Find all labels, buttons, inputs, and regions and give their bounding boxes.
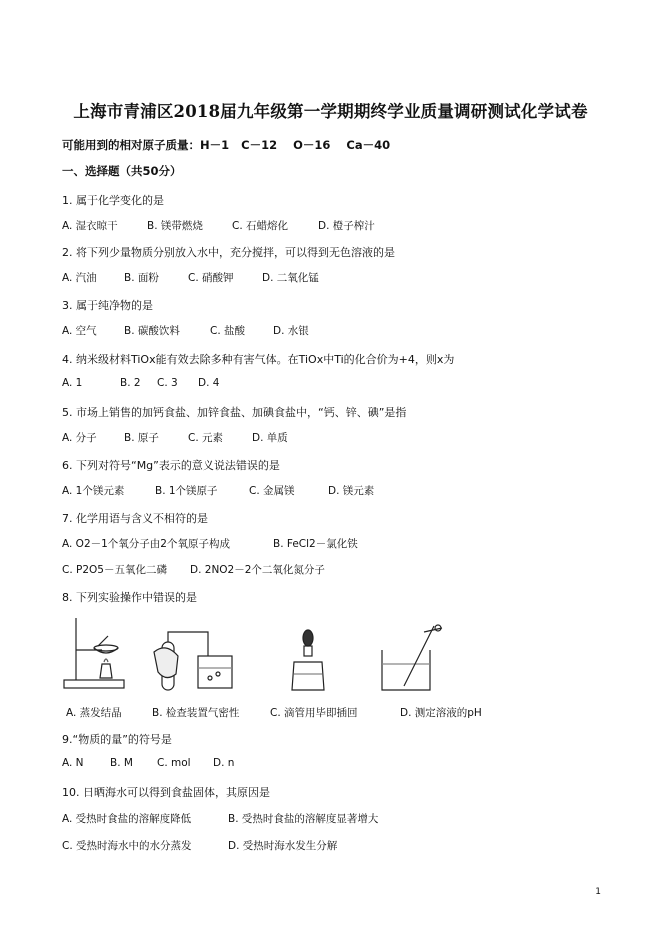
question-9: 9.“物质的量”的符号是 xyxy=(62,733,172,746)
option: C. 金属镁 xyxy=(249,485,295,497)
question-8: 8. 下列实验操作中错误的是 xyxy=(62,591,197,604)
question-2: 2. 将下列少量物质分别放入水中，充分搅拌，可以得到无色溶液的是 xyxy=(62,246,395,259)
option: A. O2－1个氧分子由2个氧原子构成 xyxy=(62,538,230,550)
exam-title: 上海市青浦区2018届九年级第一学期期终学业质量调研测试化学试卷 xyxy=(73,102,588,121)
evaporation-apparatus-icon xyxy=(64,618,124,688)
atomic-mass-line: 可能用到的相对原子质量：H－1 C－12 O－16 Ca－40 xyxy=(62,138,391,152)
option: B. 碳酸饮料 xyxy=(124,325,180,337)
question-10: 10. 日晒海水可以得到食盐固体，其原因是 xyxy=(62,786,270,799)
option: C. P2O5－五氧化二磷 xyxy=(62,564,167,576)
option: B. 检查装置气密性 xyxy=(152,707,240,719)
option: B. 面粉 xyxy=(124,272,159,284)
option: B. 原子 xyxy=(124,432,159,444)
option: A. N xyxy=(62,757,84,769)
option: D. 二氧化锰 xyxy=(262,272,319,284)
section-heading: 一、选择题（共50分） xyxy=(62,164,182,178)
lab-operations-figure xyxy=(58,612,498,698)
option: A. 蒸发结晶 xyxy=(66,707,122,719)
option: B. 1个镁原子 xyxy=(155,485,218,497)
option: C. mol xyxy=(157,757,191,769)
option: A. 1个镁元素 xyxy=(62,485,125,497)
dropper-bottle-icon xyxy=(292,630,324,690)
option: A. 湿衣晾干 xyxy=(62,220,118,232)
option: B. FeCl2－氯化铁 xyxy=(273,538,358,550)
option: D. 4 xyxy=(198,377,220,389)
ph-test-apparatus-icon xyxy=(382,625,442,690)
option: C. 受热时海水中的水分蒸发 xyxy=(62,840,192,852)
option: C. 盐酸 xyxy=(210,325,246,337)
option: D. 镁元素 xyxy=(328,485,375,497)
option: B. 受热时食盐的溶解度显著增大 xyxy=(228,813,379,825)
question-7: 7. 化学用语与含义不相符的是 xyxy=(62,512,208,525)
option: D. 单质 xyxy=(252,432,288,444)
question-3: 3. 属于纯净物的是 xyxy=(62,299,153,312)
option: A. 汽油 xyxy=(62,272,97,284)
option: B. M xyxy=(110,757,133,769)
option: C. 元素 xyxy=(188,432,224,444)
question-5: 5. 市场上销售的加钙食盐、加锌食盐、加碘食盐中，“钙、锌、碘”是指 xyxy=(62,406,407,419)
question-6: 6. 下列对符号“Mg”表示的意义说法错误的是 xyxy=(62,459,280,472)
question-4: 4. 纳米级材料TiOx能有效去除多种有害气体。在TiOx中Ti的化合价为+4，则x为 xyxy=(62,353,455,366)
page-number: 1 xyxy=(595,887,601,897)
option: A. 空气 xyxy=(62,325,97,337)
option: A. 受热时食盐的溶解度降低 xyxy=(62,813,192,825)
option: D. n xyxy=(213,757,235,769)
option: A. 1 xyxy=(62,377,83,389)
option: A. 分子 xyxy=(62,432,97,444)
option: C. 滴管用毕即插回 xyxy=(270,707,358,719)
option: D. 水银 xyxy=(273,325,309,337)
option: C. 3 xyxy=(157,377,178,389)
option: C. 硝酸钾 xyxy=(188,272,234,284)
option: D. 2NO2－2个二氧化氮分子 xyxy=(190,564,325,576)
option: B. 镁带燃烧 xyxy=(147,220,203,232)
option: C. 石蜡熔化 xyxy=(232,220,289,232)
option: D. 测定溶液的pH xyxy=(400,707,482,719)
option: D. 橙子榨汁 xyxy=(318,220,375,232)
airtightness-apparatus-icon xyxy=(154,632,232,690)
option: B. 2 xyxy=(120,377,141,389)
question-1: 1. 属于化学变化的是 xyxy=(62,194,164,207)
option: D. 受热时海水发生分解 xyxy=(228,840,338,852)
